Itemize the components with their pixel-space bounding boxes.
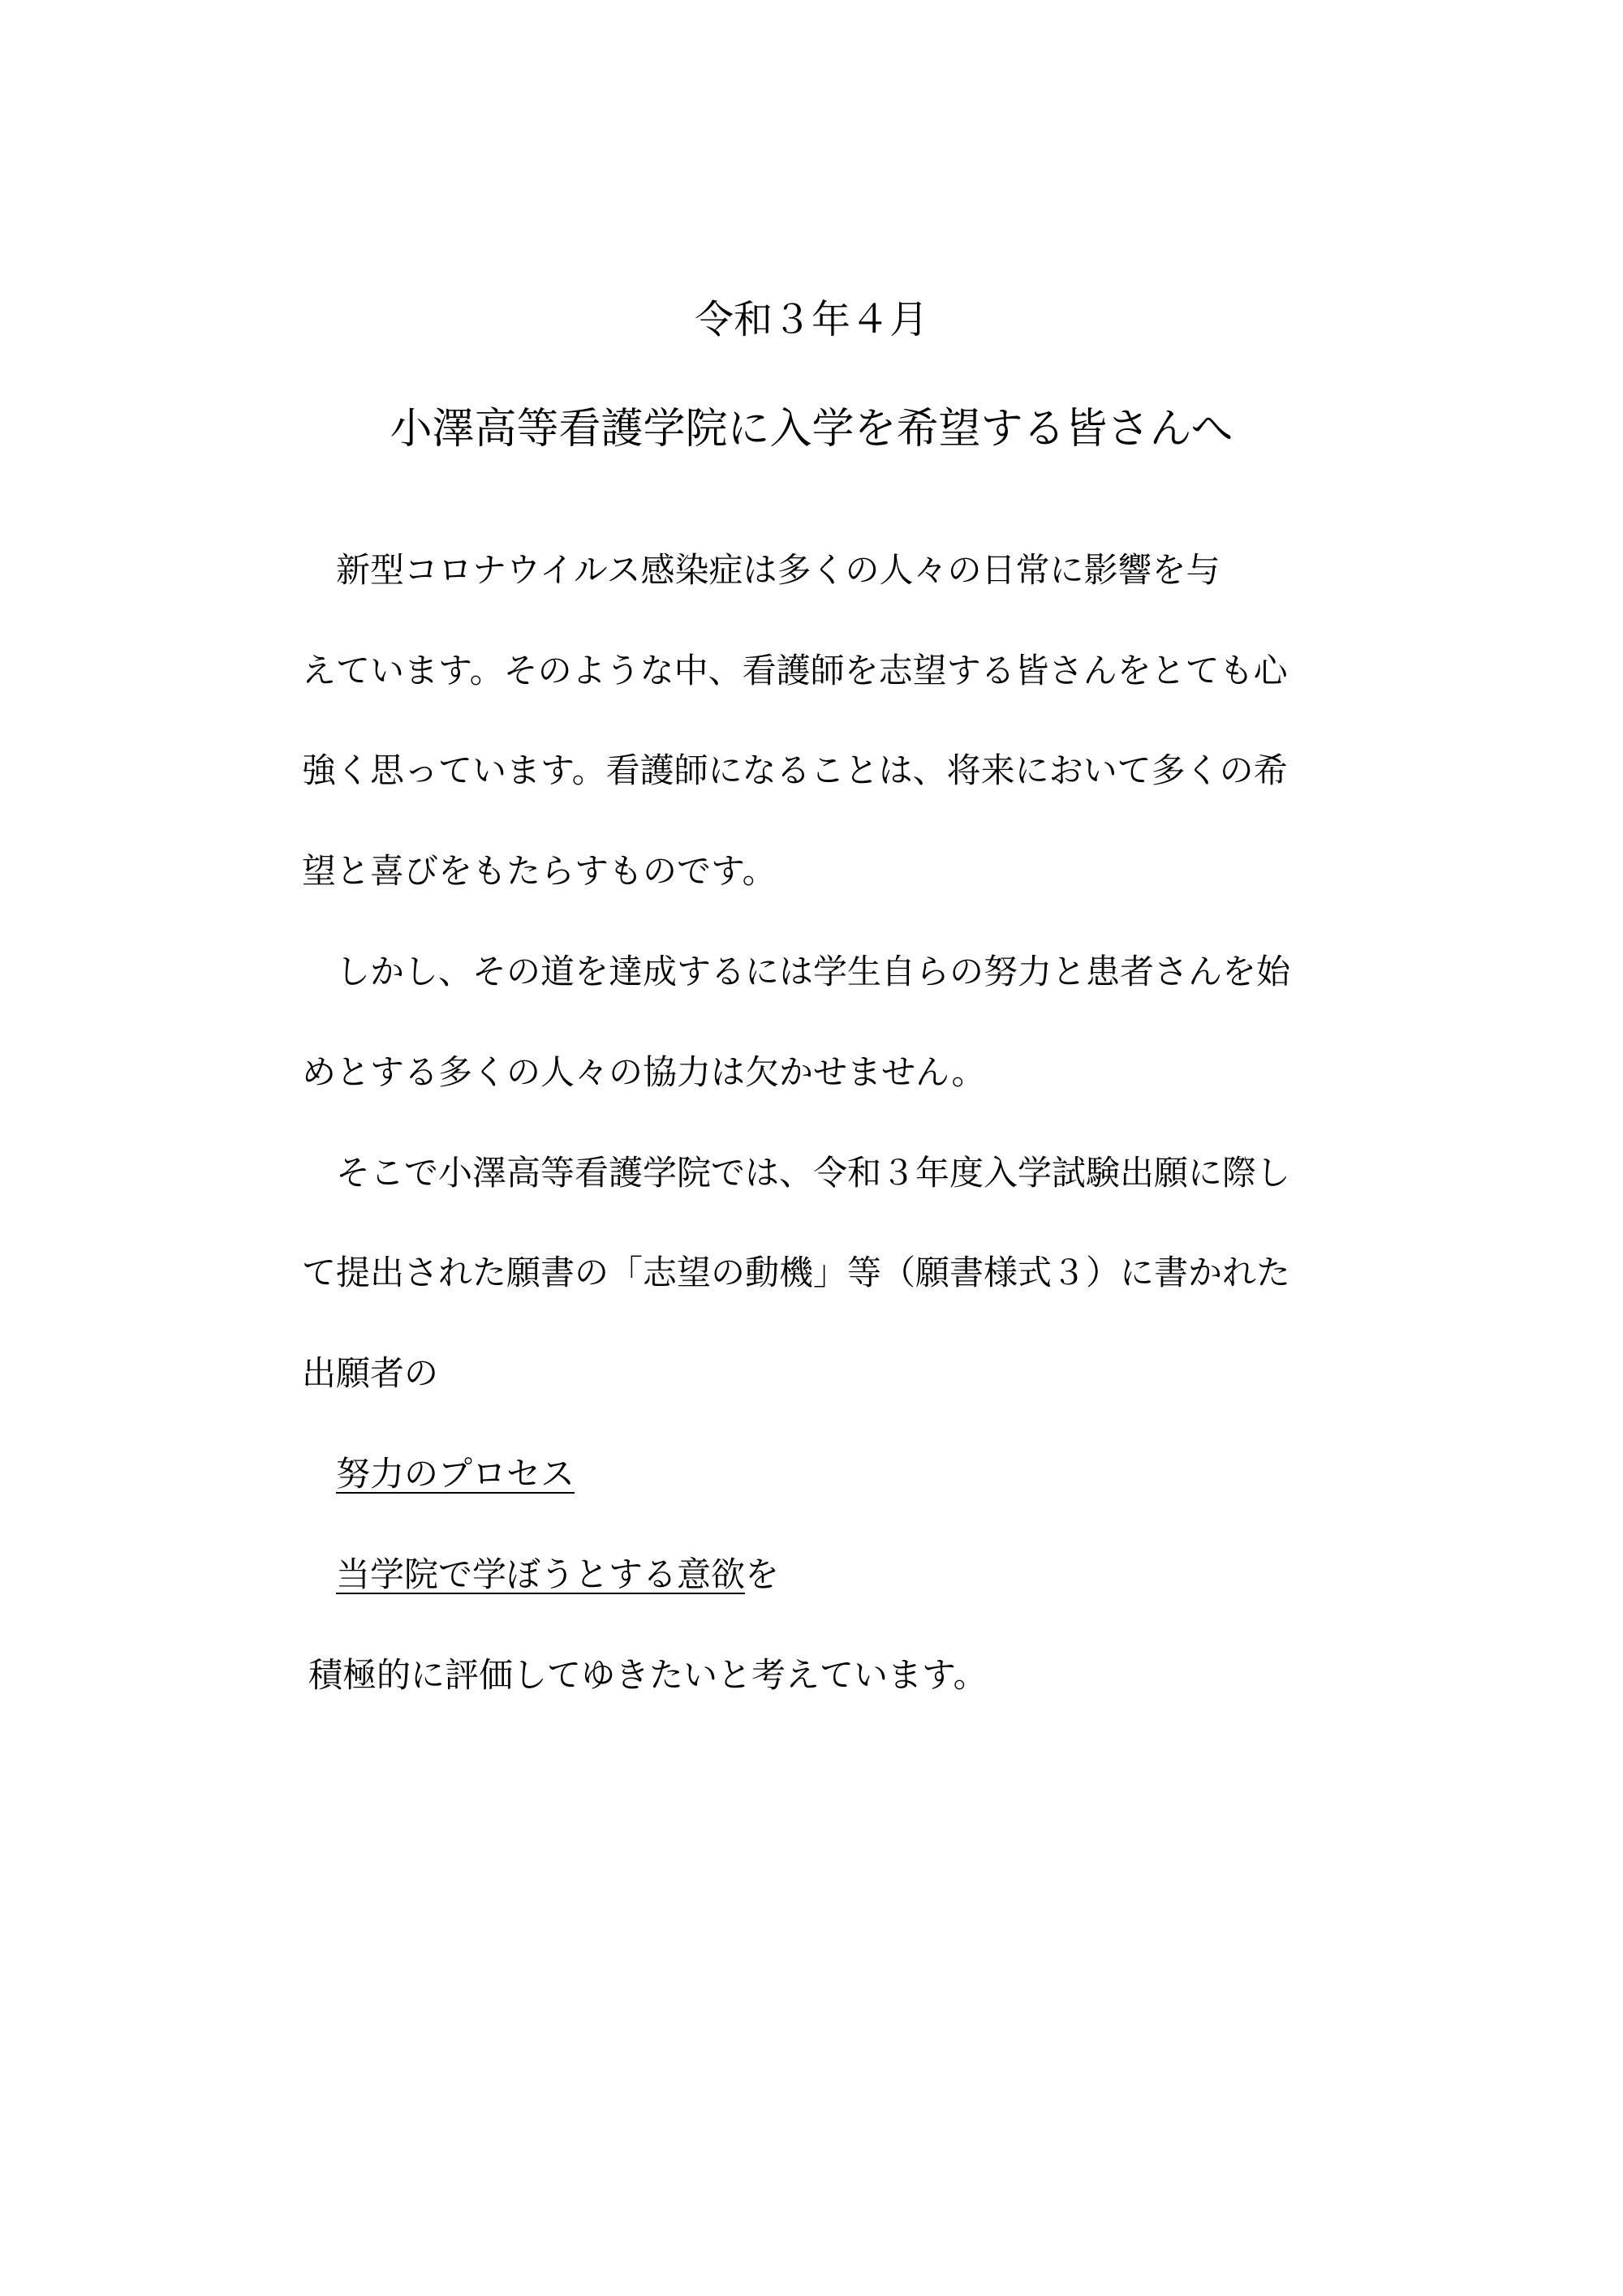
document-title: 小澤高等看護学院に入学を希望する皆さんへ <box>390 405 1233 454</box>
underlined-point-motivation: 当学院で学ぼうとする意欲 <box>336 1554 746 1594</box>
point-suffix: を <box>745 1554 780 1594</box>
body-line-1: 新型コロナウイルス感染症は多くの人々の日常に影響を与 <box>302 550 1220 590</box>
point-line-1 <box>336 1451 1431 1497</box>
body-line-2: えています。そのような中、看護師を志望する皆さんをとても心 <box>302 651 1288 690</box>
body-line-4: 望と喜びをもたらすものです。 <box>302 851 777 891</box>
body-line-7: そこで小澤高等看護学院では、令和３年度入学試験出願に際し <box>302 1153 1291 1193</box>
body-line-5: しかし、その道を達成するには学生自らの努力と患者さんを始 <box>302 952 1291 991</box>
body-line-6: めとする多くの人々の協力は欠かせません。 <box>302 1052 986 1092</box>
body-line-3: 強く思っています。看護師になることは、将来において多くの希 <box>302 750 1288 790</box>
point-line-2 <box>336 1552 1431 1597</box>
document-date: 令和３年４月 <box>694 297 928 342</box>
underlined-point-effort: 努力のプロセス <box>336 1454 575 1494</box>
body-line-9: 出願者の <box>302 1353 439 1393</box>
closing-line: 積極的に評価してゆきたいと考えています。 <box>308 1655 988 1695</box>
body-line-8: て提出された願書の「志望の動機」等（願書様式３）に書かれた <box>302 1253 1291 1292</box>
